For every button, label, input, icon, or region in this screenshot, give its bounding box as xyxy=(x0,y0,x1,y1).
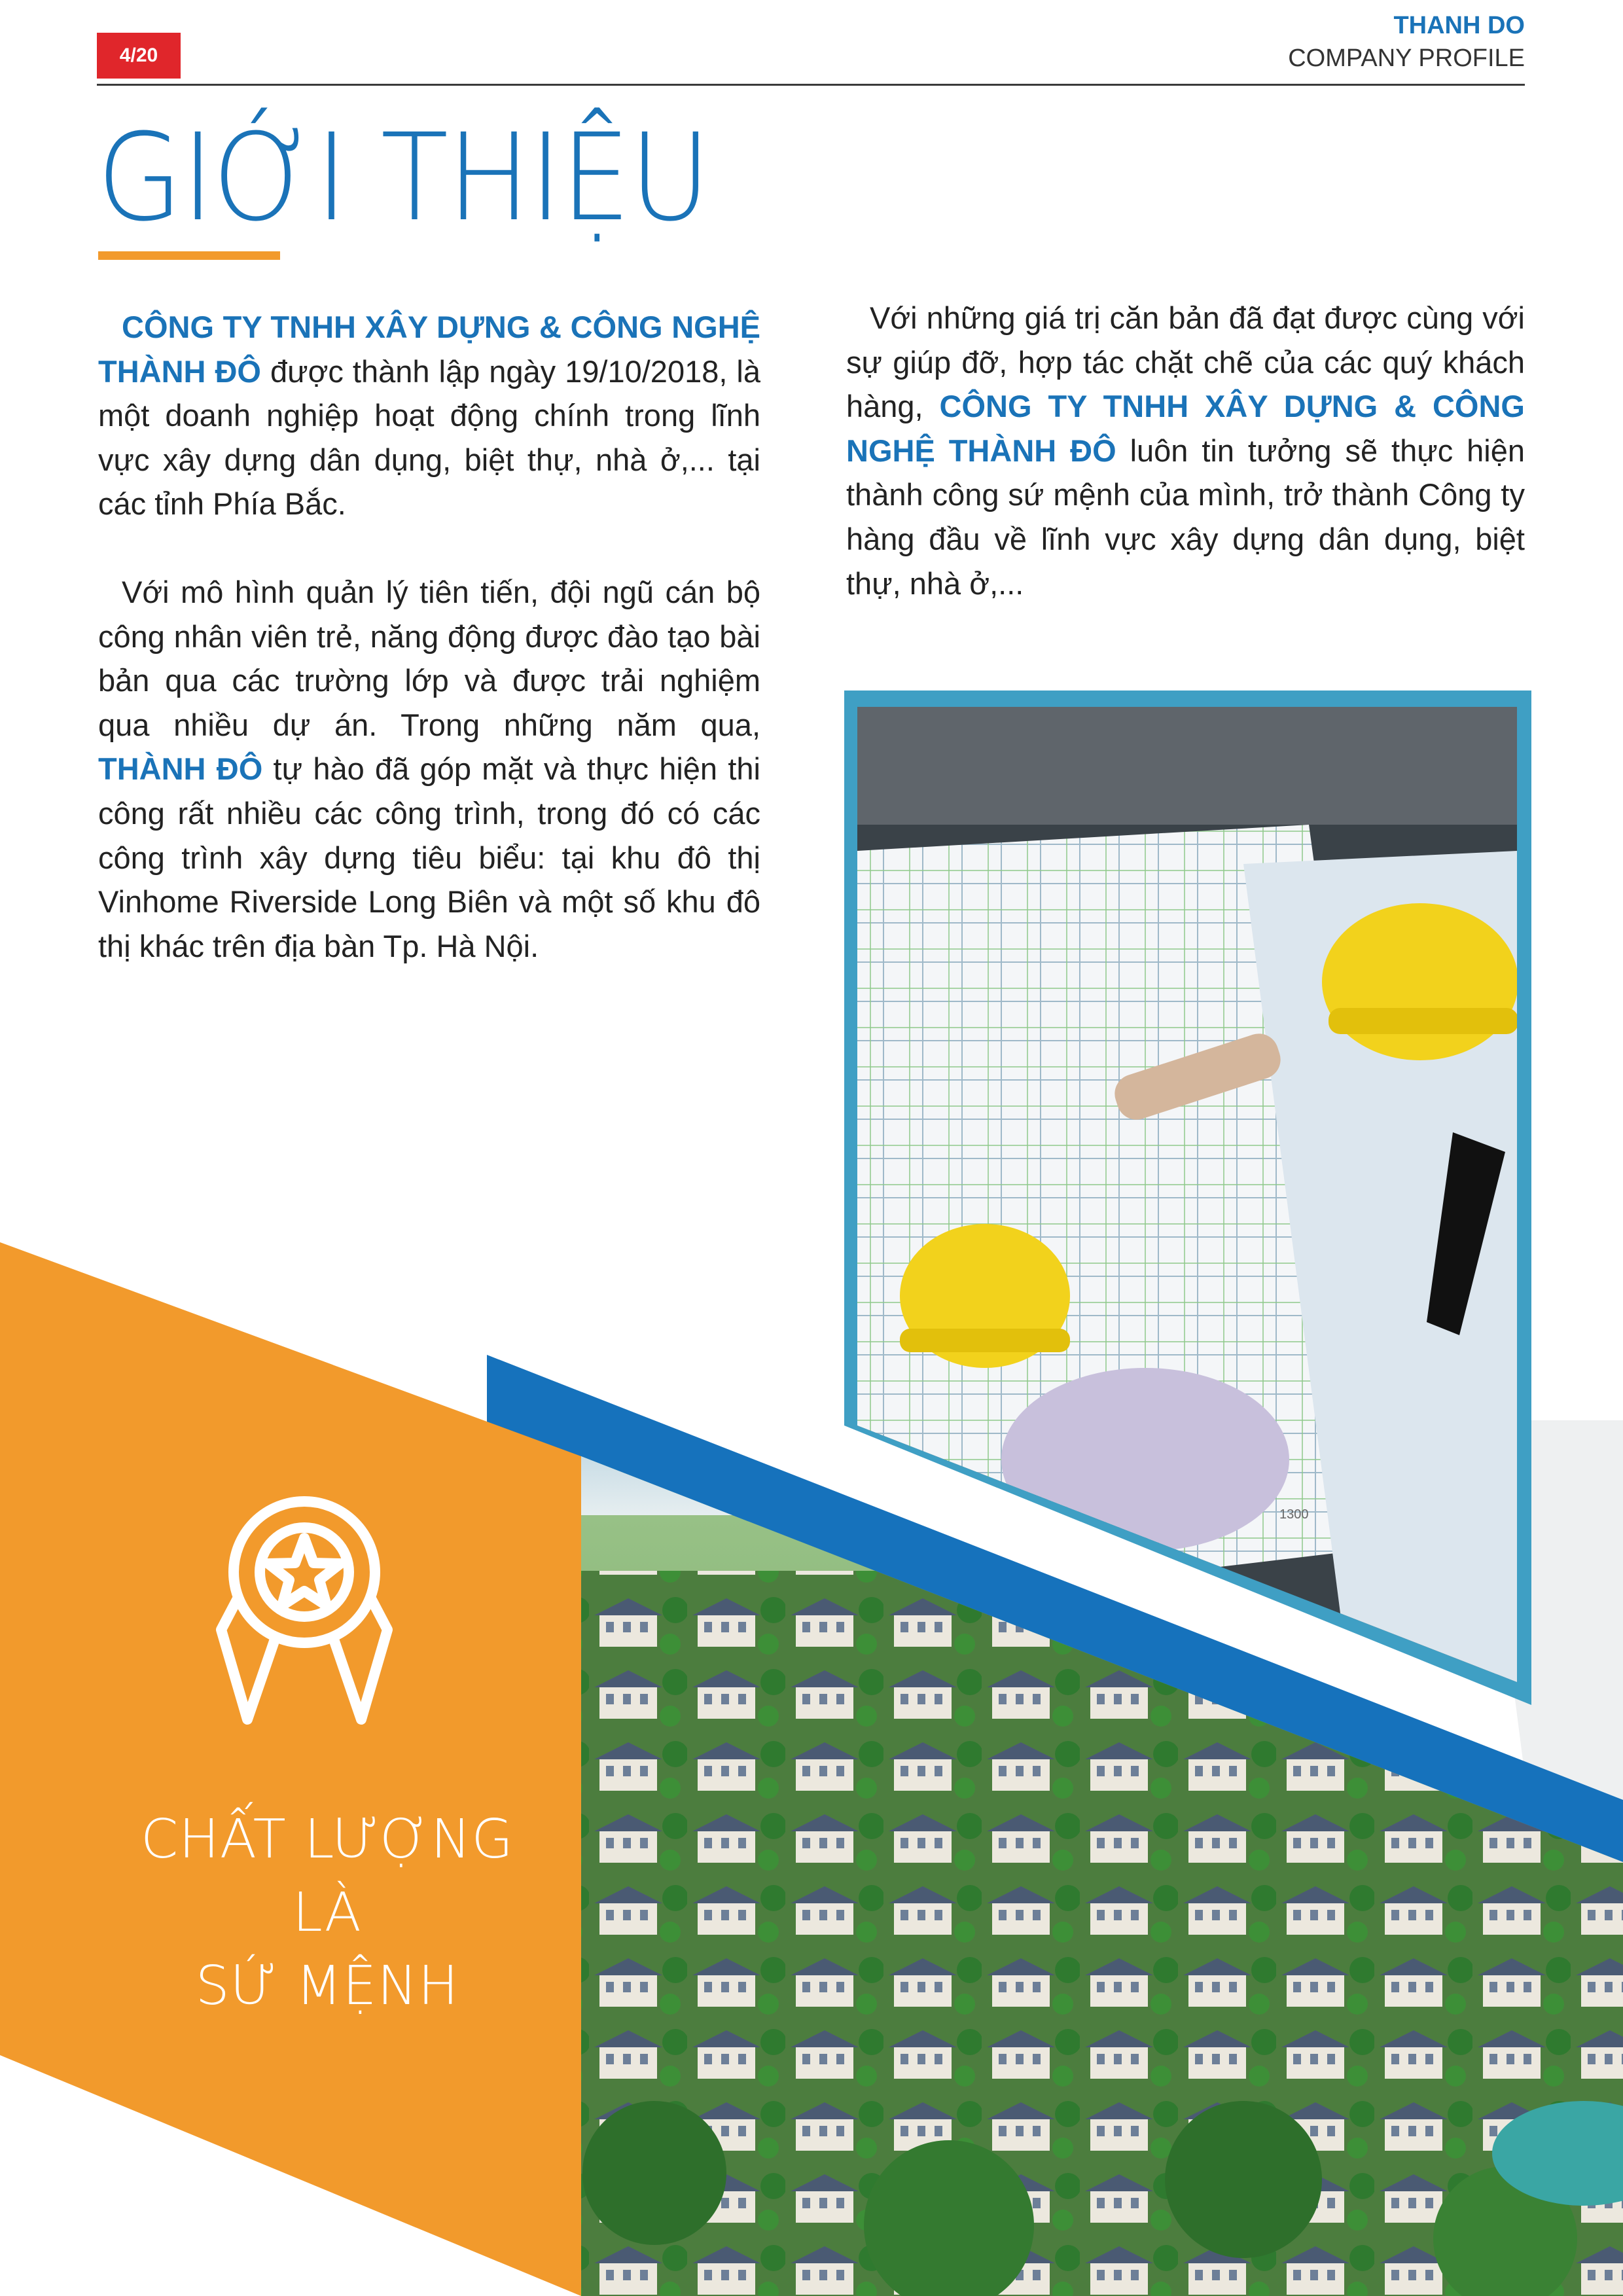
mission-paragraph-text-b: luôn tin tưởng sẽ thực hiện thành công sứ mệnh của mình, trở thành Công ty hàng đầu về lĩnh vực xây dựng dân dụng, biệt thự, nhà ở,... xyxy=(846,433,1525,601)
brand-name: THANH DO xyxy=(1393,12,1525,39)
page-title: GIỚI THIỆU xyxy=(97,108,710,248)
brand-highlight: THÀNH ĐÔ xyxy=(98,751,263,787)
history-paragraph-text-b: tự hào đã góp mặt và thực hiện thi công rất nhiều các công trình, trong đó có các công trình xây dựng tiêu biểu: tại khu đô thị Vinhome Riverside Long Biên và một số khu đô thị khác trên địa bàn Tp. Hà Nội. xyxy=(98,751,760,963)
intro-paragraph-text: được thành lập ngày 19/10/2018, là một doanh nghiệp hoạt động chính trong lĩnh vực xây dựng dân dụng, biệt thự, nhà ở,... tại các tỉnh Phía Bắc. xyxy=(98,353,760,522)
company-name-highlight: CÔNG TY TNHH XÂY DỰNG & CÔNG NGHỆ THÀNH ĐÔ xyxy=(98,310,760,389)
page-number-badge: 4/20 xyxy=(97,33,181,79)
banner-line-2: LÀ xyxy=(293,1882,362,1944)
mission-paragraph-text-a: Với những giá trị căn bản đã đạt được cùng với sự giúp đỡ, hợp tác chặt chẽ của các quý khách hàng, xyxy=(846,300,1525,424)
company-name-highlight-2: CÔNG TY TNHH XÂY DỰNG & CÔNG NGHỆ THÀNH ĐÔ xyxy=(846,389,1525,468)
brand-subtitle: COMPANY PROFILE xyxy=(1288,45,1525,72)
banner-line-1: CHẤT LƯỢNG xyxy=(141,1808,514,1871)
plan-number-label: 1300 xyxy=(1279,1507,1309,1522)
history-paragraph-text-a: Với mô hình quản lý tiên tiến, đội ngũ cán bộ công nhân viên trẻ, năng động được đào tạo bài bản qua các trường lớp và được trải nghiệm qua nhiều dự án. Trong những năm qua, xyxy=(98,574,760,742)
banner-line-3: SỨ MỆNH xyxy=(195,1955,459,2017)
quality-mission-banner xyxy=(52,1803,602,2023)
